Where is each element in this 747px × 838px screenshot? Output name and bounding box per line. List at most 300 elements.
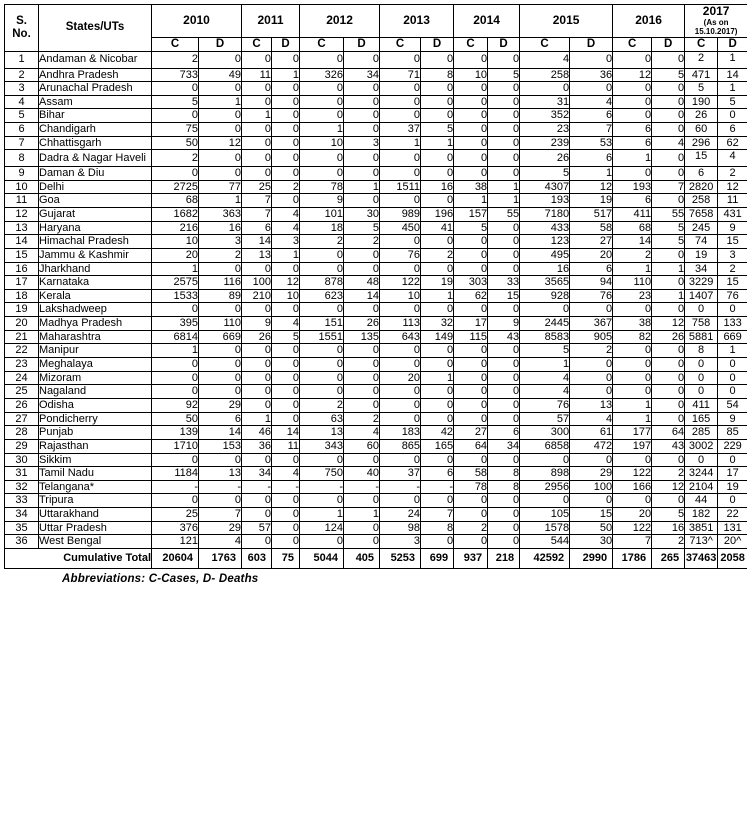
- total-2010-deaths: 1763: [199, 548, 242, 568]
- cell-2017-cases: 2: [685, 51, 718, 68]
- cell-2013-deaths: 0: [421, 453, 454, 467]
- cell-2010-cases: 1184: [152, 467, 199, 481]
- cell-2010-cases: 0: [152, 82, 199, 96]
- column-header-year-2012: 2012: [300, 5, 380, 38]
- cell-2011-deaths: 0: [272, 82, 300, 96]
- header-row-years: [5, 5, 747, 38]
- cell-2016-cases: 193: [613, 180, 652, 194]
- cell-2011-cases: 1: [242, 109, 272, 123]
- cell-2010-deaths: 0: [199, 51, 242, 68]
- column-header-deaths-2017: D: [718, 37, 747, 51]
- cell-2011-deaths: 4: [272, 317, 300, 331]
- cumulative-total-label: Cumulative Total: [5, 548, 152, 568]
- row-state-name: Telangana*: [39, 480, 152, 494]
- cell-2013-cases: 10: [380, 289, 421, 303]
- cell-2014-deaths: 5: [488, 68, 520, 82]
- cell-2017-cases: 5: [685, 82, 718, 96]
- cell-2010-cases: 0: [152, 371, 199, 385]
- cell-2012-deaths: 0: [344, 109, 380, 123]
- cell-2015-deaths: 472: [570, 439, 613, 453]
- cell-2015-cases: 1: [520, 358, 570, 372]
- sno-line1: S.: [16, 14, 27, 27]
- cell-2016-deaths: 5: [652, 68, 685, 82]
- cell-2017-cases: 3244: [685, 467, 718, 481]
- cell-2017-deaths: 131: [718, 521, 747, 535]
- column-header-states-uts: States/UTs: [39, 5, 152, 52]
- cell-2013-cases: 183: [380, 426, 421, 440]
- row-serial-number: 9: [5, 167, 39, 181]
- total-2014-deaths: 218: [488, 548, 520, 568]
- cell-2013-deaths: 6: [421, 467, 454, 481]
- cell-2017-cases: 8: [685, 344, 718, 358]
- cell-2010-deaths: 0: [199, 82, 242, 96]
- cell-2016-deaths: 0: [652, 276, 685, 290]
- row-serial-number: 1: [5, 51, 39, 68]
- cell-2016-deaths: 64: [652, 426, 685, 440]
- cell-2012-deaths: 26: [344, 317, 380, 331]
- cell-2014-deaths: 6: [488, 426, 520, 440]
- cell-2012-deaths: 0: [344, 398, 380, 412]
- row-state-name: Daman & Diu: [39, 167, 152, 181]
- cell-2011-cases: 0: [242, 150, 272, 167]
- cell-2012-deaths: 0: [344, 358, 380, 372]
- cell-2012-cases: 623: [300, 289, 344, 303]
- row-serial-number: 34: [5, 508, 39, 522]
- cell-2014-deaths: 33: [488, 276, 520, 290]
- cell-2016-deaths: 2: [652, 535, 685, 549]
- table-row: [5, 494, 747, 508]
- row-serial-number: 33: [5, 494, 39, 508]
- cell-2010-deaths: 0: [199, 358, 242, 372]
- cell-2013-cases: 0: [380, 412, 421, 426]
- row-state-name: Delhi: [39, 180, 152, 194]
- cell-2014-cases: 0: [454, 235, 488, 249]
- cell-2014-cases: 0: [454, 95, 488, 109]
- cell-2017-deaths: 2: [718, 167, 747, 181]
- cell-2011-deaths: 0: [272, 398, 300, 412]
- cell-2014-deaths: 0: [488, 371, 520, 385]
- cell-2011-cases: 0: [242, 51, 272, 68]
- row-state-name: Haryana: [39, 221, 152, 235]
- cell-2013-cases: 98: [380, 521, 421, 535]
- cell-2013-deaths: 0: [421, 412, 454, 426]
- column-header-cases-2010: C: [152, 37, 199, 51]
- cell-2017-deaths: 15: [718, 276, 747, 290]
- cell-2012-cases: 18: [300, 221, 344, 235]
- row-state-name: Sikkim: [39, 453, 152, 467]
- cell-2017-cases: 285: [685, 426, 718, 440]
- cell-2010-cases: 395: [152, 317, 199, 331]
- cell-2017-cases: 3229: [685, 276, 718, 290]
- cell-2017-deaths: 14: [718, 68, 747, 82]
- cell-2011-cases: 0: [242, 508, 272, 522]
- cell-2010-cases: 6814: [152, 330, 199, 344]
- cell-2011-cases: 0: [242, 82, 272, 96]
- cell-2016-cases: 1: [613, 262, 652, 276]
- cell-2011-deaths: 0: [272, 385, 300, 399]
- column-header-cases-2016: C: [613, 37, 652, 51]
- cell-2016-cases: 0: [613, 95, 652, 109]
- cell-2013-cases: 37: [380, 123, 421, 137]
- cell-2017-deaths: 17: [718, 467, 747, 481]
- cell-2015-cases: 0: [520, 303, 570, 317]
- row-serial-number: 28: [5, 426, 39, 440]
- cell-2017-cases: 26: [685, 109, 718, 123]
- cell-2013-deaths: 0: [421, 82, 454, 96]
- cell-2013-cases: -: [380, 480, 421, 494]
- cell-2015-deaths: 0: [570, 453, 613, 467]
- cell-2015-cases: 105: [520, 508, 570, 522]
- row-state-name: Tamil Nadu: [39, 467, 152, 481]
- cell-2017-deaths: 229: [718, 439, 747, 453]
- cell-2010-deaths: 0: [199, 453, 242, 467]
- row-serial-number: 18: [5, 289, 39, 303]
- row-serial-number: 19: [5, 303, 39, 317]
- cell-2016-cases: 411: [613, 207, 652, 221]
- cell-2014-cases: 0: [454, 136, 488, 150]
- row-state-name: Bihar: [39, 109, 152, 123]
- row-state-name: Andaman & Nicobar: [39, 51, 152, 68]
- table-row: [5, 167, 747, 181]
- table-row: [5, 262, 747, 276]
- cell-2015-deaths: 0: [570, 303, 613, 317]
- cell-2010-cases: 25: [152, 508, 199, 522]
- cell-2013-cases: 0: [380, 194, 421, 208]
- row-state-name: Chandigarh: [39, 123, 152, 137]
- column-header-year-2010: 2010: [152, 5, 242, 38]
- cell-2015-cases: 495: [520, 248, 570, 262]
- cell-2015-deaths: 53: [570, 136, 613, 150]
- row-serial-number: 13: [5, 221, 39, 235]
- row-serial-number: 2: [5, 68, 39, 82]
- table-header: [5, 5, 747, 52]
- cell-2011-cases: 0: [242, 344, 272, 358]
- cell-2011-cases: 46: [242, 426, 272, 440]
- cell-2014-cases: 0: [454, 385, 488, 399]
- cell-2013-deaths: 8: [421, 68, 454, 82]
- cell-2011-cases: 0: [242, 136, 272, 150]
- cell-2016-deaths: 0: [652, 358, 685, 372]
- cell-2017-deaths: 54: [718, 398, 747, 412]
- cell-2012-deaths: 3: [344, 136, 380, 150]
- total-2017-deaths: 2058: [718, 548, 747, 568]
- total-2012-cases: 5044: [300, 548, 344, 568]
- cell-2010-deaths: 0: [199, 371, 242, 385]
- cell-2010-deaths: 0: [199, 167, 242, 181]
- row-state-name: Nagaland: [39, 385, 152, 399]
- cell-2015-deaths: 2: [570, 344, 613, 358]
- cell-2010-deaths: 2: [199, 248, 242, 262]
- table-row: [5, 123, 747, 137]
- cell-2012-deaths: 4: [344, 426, 380, 440]
- cell-2015-cases: 898: [520, 467, 570, 481]
- row-state-name: Maharashtra: [39, 330, 152, 344]
- cell-2017-cases: 411: [685, 398, 718, 412]
- cell-2015-cases: 2956: [520, 480, 570, 494]
- cell-2016-deaths: 0: [652, 385, 685, 399]
- table-row: [5, 467, 747, 481]
- cell-2013-cases: 0: [380, 262, 421, 276]
- cell-2010-deaths: 0: [199, 344, 242, 358]
- cell-2014-cases: 303: [454, 276, 488, 290]
- cell-2015-deaths: 50: [570, 521, 613, 535]
- cell-2015-cases: 928: [520, 289, 570, 303]
- row-state-name: Punjab: [39, 426, 152, 440]
- table-row: [5, 426, 747, 440]
- cell-2010-cases: 1682: [152, 207, 199, 221]
- cell-2012-deaths: 0: [344, 194, 380, 208]
- cell-2010-deaths: 12: [199, 136, 242, 150]
- cell-2017-deaths: 76: [718, 289, 747, 303]
- cell-2016-deaths: 2: [652, 467, 685, 481]
- cell-2011-deaths: 1: [272, 248, 300, 262]
- total-2010-cases: 20604: [152, 548, 199, 568]
- cell-2012-cases: 0: [300, 95, 344, 109]
- cell-2016-cases: 1: [613, 150, 652, 167]
- cell-2013-deaths: 0: [421, 398, 454, 412]
- cell-2011-deaths: 0: [272, 453, 300, 467]
- cell-2014-cases: 38: [454, 180, 488, 194]
- cell-2014-deaths: 34: [488, 439, 520, 453]
- cell-2011-deaths: 0: [272, 412, 300, 426]
- cell-2011-deaths: 0: [272, 109, 300, 123]
- row-state-name: Dadra & Nagar Haveli: [39, 150, 152, 167]
- cell-2015-deaths: 0: [570, 82, 613, 96]
- cell-2015-deaths: 30: [570, 535, 613, 549]
- table-row: [5, 207, 747, 221]
- cell-2012-cases: 10: [300, 136, 344, 150]
- cell-2017-cases: 182: [685, 508, 718, 522]
- column-header-cases-2017: C: [685, 37, 718, 51]
- table-row: [5, 109, 747, 123]
- cell-2015-cases: 0: [520, 82, 570, 96]
- cell-2015-deaths: 6: [570, 109, 613, 123]
- cell-2011-cases: 11: [242, 68, 272, 82]
- cell-2011-cases: 0: [242, 262, 272, 276]
- cell-2012-deaths: 0: [344, 385, 380, 399]
- cell-2017-deaths: 85: [718, 426, 747, 440]
- cell-2012-cases: 9: [300, 194, 344, 208]
- cell-2016-deaths: 0: [652, 123, 685, 137]
- cell-2010-deaths: 0: [199, 385, 242, 399]
- cell-2015-deaths: 15: [570, 508, 613, 522]
- cell-2016-cases: 0: [613, 358, 652, 372]
- column-header-deaths-2015: D: [570, 37, 613, 51]
- cell-2013-cases: 0: [380, 494, 421, 508]
- table-row: [5, 68, 747, 82]
- cell-2014-cases: 27: [454, 426, 488, 440]
- row-serial-number: 27: [5, 412, 39, 426]
- row-state-name: Andhra Pradesh: [39, 68, 152, 82]
- cell-2016-cases: 0: [613, 344, 652, 358]
- cell-2012-cases: 0: [300, 303, 344, 317]
- cell-2010-cases: 0: [152, 109, 199, 123]
- row-state-name: Uttar Pradesh: [39, 521, 152, 535]
- cell-2015-deaths: 20: [570, 248, 613, 262]
- cell-2010-deaths: 77: [199, 180, 242, 194]
- cell-2017-cases: 0: [685, 371, 718, 385]
- cell-2015-cases: 0: [520, 494, 570, 508]
- cell-2012-deaths: 0: [344, 150, 380, 167]
- cell-2016-deaths: 0: [652, 453, 685, 467]
- cell-2011-deaths: 12: [272, 276, 300, 290]
- cell-2015-deaths: 27: [570, 235, 613, 249]
- cell-2014-cases: 0: [454, 51, 488, 68]
- row-state-name: West Bengal: [39, 535, 152, 549]
- cell-2015-deaths: 0: [570, 494, 613, 508]
- cell-2013-cases: 24: [380, 508, 421, 522]
- cell-2013-deaths: 7: [421, 508, 454, 522]
- table-row: [5, 398, 747, 412]
- cell-2013-cases: 0: [380, 150, 421, 167]
- total-2017-cases: 37463: [685, 548, 718, 568]
- cell-2017-cases: 471: [685, 68, 718, 82]
- cell-2016-cases: 6: [613, 123, 652, 137]
- total-2013-cases: 5253: [380, 548, 421, 568]
- column-header-deaths-2013: D: [421, 37, 454, 51]
- year-2017-asof-line2: 15.10.2017): [694, 26, 738, 36]
- cell-2015-cases: 26: [520, 150, 570, 167]
- cell-2016-deaths: 0: [652, 109, 685, 123]
- cell-2015-cases: 0: [520, 453, 570, 467]
- cell-2011-deaths: 14: [272, 426, 300, 440]
- cell-2015-cases: 4: [520, 51, 570, 68]
- cell-2015-deaths: 0: [570, 371, 613, 385]
- cell-2011-deaths: 0: [272, 123, 300, 137]
- cell-2013-deaths: 42: [421, 426, 454, 440]
- cell-2017-deaths: 0: [718, 385, 747, 399]
- cell-2010-cases: 50: [152, 136, 199, 150]
- table-row: [5, 180, 747, 194]
- cell-2014-deaths: 0: [488, 235, 520, 249]
- cell-2016-deaths: 0: [652, 194, 685, 208]
- cell-2014-deaths: 0: [488, 344, 520, 358]
- row-serial-number: 5: [5, 109, 39, 123]
- cell-2013-cases: 450: [380, 221, 421, 235]
- row-serial-number: 7: [5, 136, 39, 150]
- cell-2012-deaths: 0: [344, 262, 380, 276]
- table-row: [5, 344, 747, 358]
- column-header-year-2011: 2011: [242, 5, 300, 38]
- cell-2013-deaths: 0: [421, 167, 454, 181]
- cell-2015-deaths: 58: [570, 221, 613, 235]
- cell-2013-cases: 0: [380, 109, 421, 123]
- row-serial-number: 8: [5, 150, 39, 167]
- cell-2012-deaths: 0: [344, 167, 380, 181]
- cell-2015-cases: 300: [520, 426, 570, 440]
- cell-2014-deaths: 0: [488, 248, 520, 262]
- cell-2010-cases: 733: [152, 68, 199, 82]
- table-row: [5, 330, 747, 344]
- cell-2017-deaths: 0: [718, 109, 747, 123]
- cell-2017-cases: 60: [685, 123, 718, 137]
- cell-2012-deaths: 0: [344, 51, 380, 68]
- cell-2015-deaths: 905: [570, 330, 613, 344]
- cell-2015-cases: 433: [520, 221, 570, 235]
- cell-2012-deaths: 0: [344, 521, 380, 535]
- cell-2017-cases: 713^: [685, 535, 718, 549]
- cell-2010-cases: 20: [152, 248, 199, 262]
- row-serial-number: 30: [5, 453, 39, 467]
- cell-2017-deaths: 0: [718, 494, 747, 508]
- cell-2016-cases: 6: [613, 194, 652, 208]
- cell-2017-cases: 1407: [685, 289, 718, 303]
- cell-2017-cases: 7658: [685, 207, 718, 221]
- row-serial-number: 3: [5, 82, 39, 96]
- cell-2013-deaths: 0: [421, 95, 454, 109]
- row-serial-number: 21: [5, 330, 39, 344]
- cell-2016-deaths: 0: [652, 150, 685, 167]
- table-row: [5, 358, 747, 372]
- cell-2010-deaths: 6: [199, 412, 242, 426]
- cell-2012-deaths: 0: [344, 95, 380, 109]
- cell-2011-deaths: 1: [272, 68, 300, 82]
- cell-2012-cases: 0: [300, 385, 344, 399]
- cell-2012-deaths: 0: [344, 123, 380, 137]
- cell-2013-deaths: 0: [421, 494, 454, 508]
- column-header-deaths-2016: D: [652, 37, 685, 51]
- row-state-name: Manipur: [39, 344, 152, 358]
- cell-2012-cases: 343: [300, 439, 344, 453]
- cell-2017-cases: 34: [685, 262, 718, 276]
- cell-2012-deaths: 34: [344, 68, 380, 82]
- cell-2015-deaths: 76: [570, 289, 613, 303]
- table-row: [5, 508, 747, 522]
- cell-2010-deaths: 1: [199, 194, 242, 208]
- cell-2013-deaths: 1: [421, 371, 454, 385]
- cell-2012-cases: 151: [300, 317, 344, 331]
- cell-2014-cases: 0: [454, 398, 488, 412]
- cell-2013-deaths: 196: [421, 207, 454, 221]
- cell-2011-deaths: 0: [272, 535, 300, 549]
- cell-2017-cases: 0: [685, 453, 718, 467]
- total-2012-deaths: 405: [344, 548, 380, 568]
- cell-2013-cases: 0: [380, 51, 421, 68]
- cell-2014-deaths: 43: [488, 330, 520, 344]
- column-header-cases-2012: C: [300, 37, 344, 51]
- cell-2012-deaths: 0: [344, 303, 380, 317]
- cell-2011-cases: 0: [242, 494, 272, 508]
- abbreviations-note: Abbreviations: C-Cases, D- Deaths: [62, 572, 259, 585]
- cell-2014-deaths: 0: [488, 150, 520, 167]
- cell-2010-deaths: 29: [199, 398, 242, 412]
- cell-2015-cases: 57: [520, 412, 570, 426]
- cell-2014-deaths: 0: [488, 95, 520, 109]
- table-row: [5, 136, 747, 150]
- cell-2015-deaths: 61: [570, 426, 613, 440]
- table-row: [5, 480, 747, 494]
- cell-2017-deaths: 62: [718, 136, 747, 150]
- cell-2014-cases: 0: [454, 358, 488, 372]
- cell-2011-deaths: 0: [272, 344, 300, 358]
- cell-2010-cases: 2: [152, 150, 199, 167]
- cell-2012-cases: 0: [300, 109, 344, 123]
- total-2013-deaths: 699: [421, 548, 454, 568]
- cell-2016-deaths: 5: [652, 221, 685, 235]
- cell-2010-deaths: 669: [199, 330, 242, 344]
- cell-2016-cases: 82: [613, 330, 652, 344]
- cell-2011-deaths: 5: [272, 330, 300, 344]
- cell-2012-deaths: 5: [344, 221, 380, 235]
- cell-2014-deaths: 0: [488, 398, 520, 412]
- cell-2013-deaths: 41: [421, 221, 454, 235]
- cell-2013-deaths: 2: [421, 248, 454, 262]
- cell-2010-cases: 75: [152, 123, 199, 137]
- cell-2016-cases: 122: [613, 521, 652, 535]
- cell-2011-deaths: -: [272, 480, 300, 494]
- row-state-name: Assam: [39, 95, 152, 109]
- cell-2017-deaths: 1: [718, 344, 747, 358]
